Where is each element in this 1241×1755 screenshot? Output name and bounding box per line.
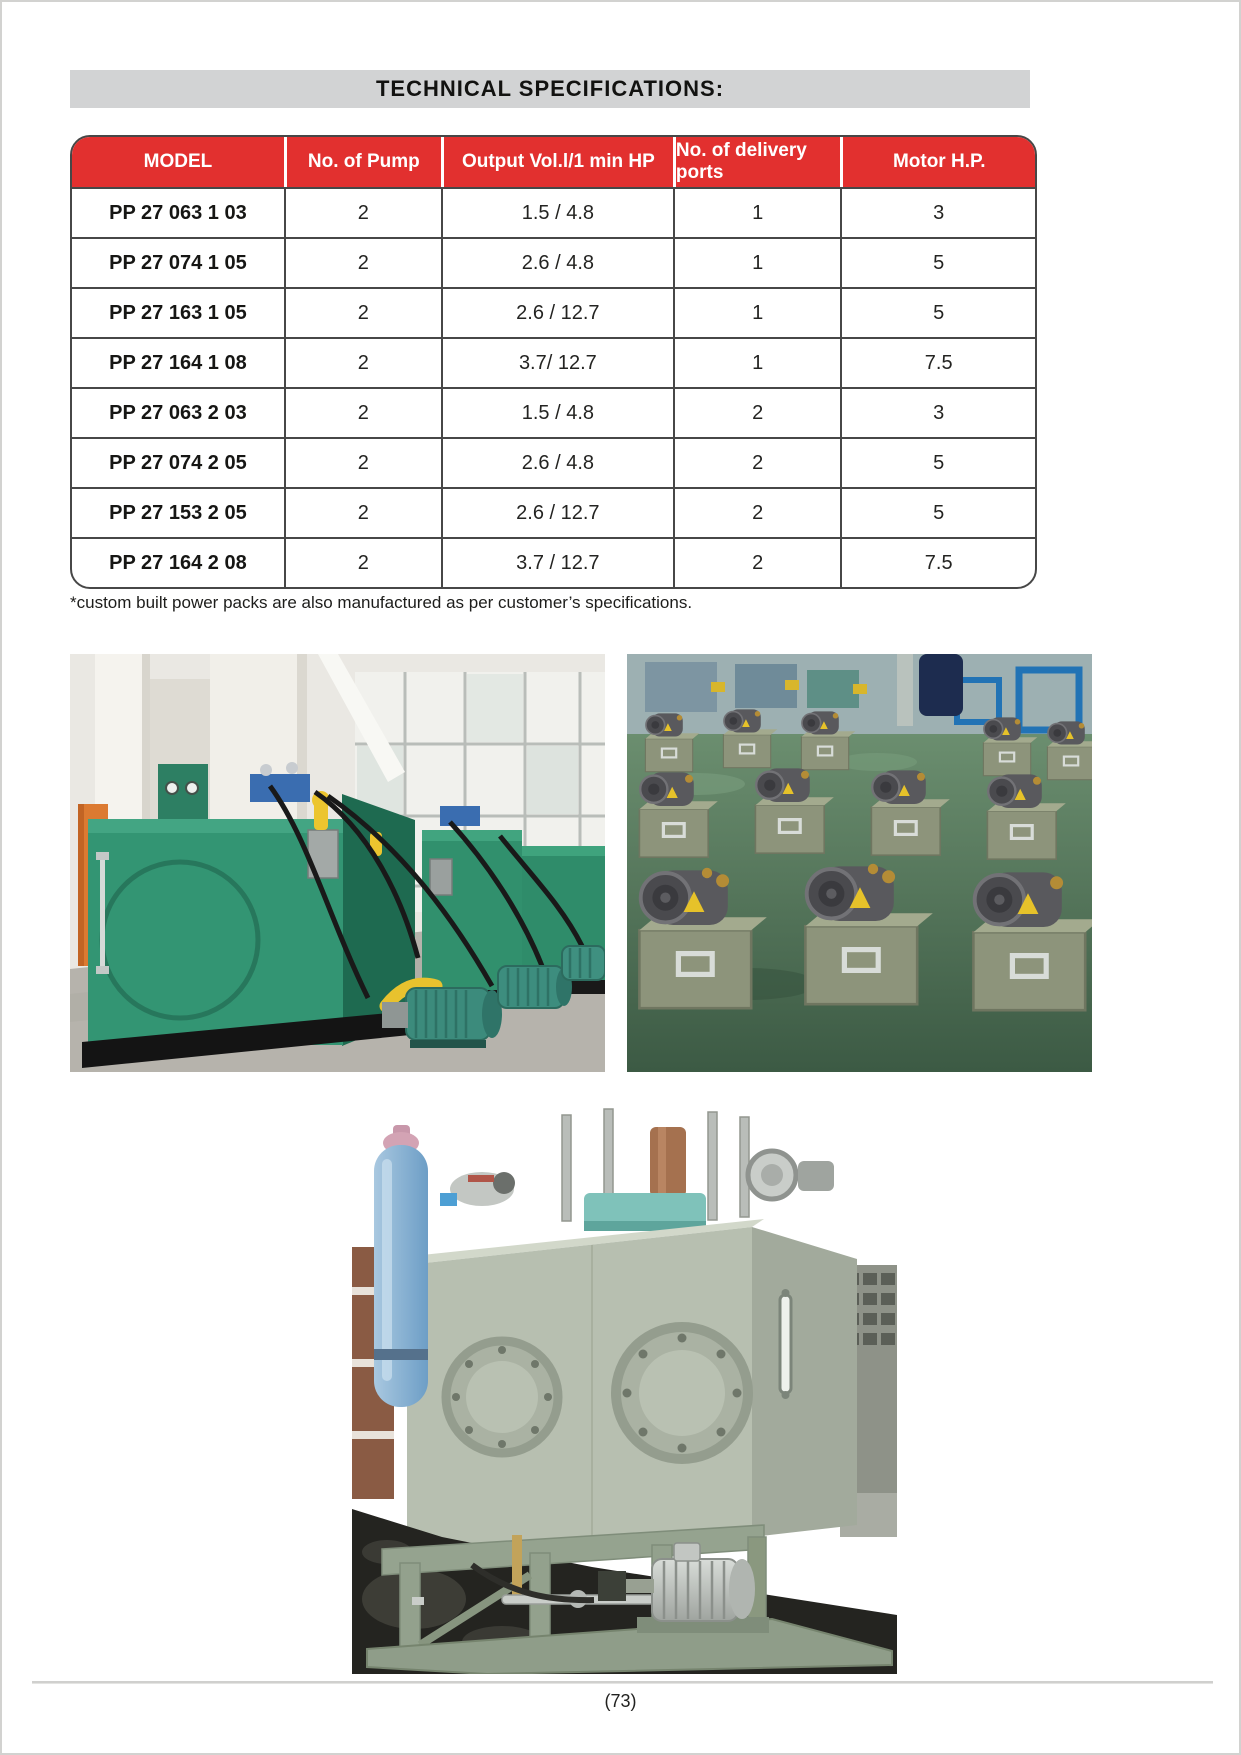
manhole-flange (446, 1341, 558, 1453)
footnote: *custom built power packs are also manufactured as per customer’s specifications. (70, 593, 693, 612)
value-cell: 2 (284, 389, 441, 437)
value-cell: 3.7/ 12.7 (441, 339, 673, 387)
col-header-pumps: No. of Pump (284, 137, 441, 187)
value-cell: 2 (673, 439, 841, 487)
col-header-output: Output Vol.l/1 min HP (441, 137, 673, 187)
model-cell: PP 27 164 1 08 (109, 351, 247, 374)
value-cell: 2 (284, 289, 441, 337)
value-cell: 2.6 / 12.7 (441, 489, 673, 537)
photo-factory-power-pack-line (70, 654, 605, 1072)
value-cell: 1 (673, 289, 841, 337)
footer-divider (32, 1681, 1213, 1684)
value-cell: 3.7 / 12.7 (441, 539, 673, 587)
title-bar (70, 70, 1030, 108)
factory-background (627, 654, 1092, 734)
value-cell: 1 (673, 239, 841, 287)
table-row (72, 237, 1035, 287)
value-cell: 1.5 / 4.8 (441, 189, 673, 237)
table-row (72, 387, 1035, 437)
table-row (72, 487, 1035, 537)
value-cell: 2 (284, 189, 441, 237)
value-cell: 5 (840, 289, 1035, 337)
value-cell: 1 (673, 189, 841, 237)
value-cell: 2 (284, 239, 441, 287)
value-cell: 3 (840, 389, 1035, 437)
value-cell: 2.6 / 12.7 (441, 289, 673, 337)
table-row (72, 537, 1035, 587)
model-cell: PP 27 063 2 03 (109, 401, 247, 424)
value-cell: 3 (840, 189, 1035, 237)
value-cell: 2.6 / 4.8 (441, 239, 673, 287)
model-cell: PP 27 074 1 05 (109, 251, 247, 274)
value-cell: 2 (284, 439, 441, 487)
table-row (72, 287, 1035, 337)
value-cell: 2 (673, 489, 841, 537)
model-cell: PP 27 074 2 05 (109, 451, 247, 474)
value-cell: 2 (284, 489, 441, 537)
oil-level-gauge (780, 1289, 791, 1399)
power-unit-row-front (639, 864, 1092, 1010)
accumulator-bottle (374, 1125, 428, 1407)
page-title: TECHNICAL SPECIFICATIONS: (375, 76, 725, 101)
model-cell: PP 27 163 1 05 (109, 301, 247, 324)
worker-figure (919, 654, 963, 716)
col-header-model: MODEL (143, 151, 213, 172)
value-cell: 7.5 (840, 339, 1035, 387)
col-header-ports: No. of delivery ports (673, 137, 841, 187)
col-header-motor: Motor H.P. (840, 137, 1035, 187)
photo-custom-power-unit (352, 1097, 897, 1674)
value-cell: 1 (673, 339, 841, 387)
value-cell: 5 (840, 489, 1035, 537)
value-cell: 5 (840, 239, 1035, 287)
value-cell: 2 (673, 539, 841, 587)
model-cell: PP 27 063 1 03 (109, 201, 247, 224)
value-cell: 2.6 / 4.8 (441, 439, 673, 487)
value-cell: 7.5 (840, 539, 1035, 587)
reservoir-tank (407, 1219, 857, 1557)
value-cell: 2 (284, 539, 441, 587)
table-row (72, 437, 1035, 487)
page-number: (73) (604, 1691, 637, 1711)
table-header-row (72, 137, 1035, 187)
value-cell: 2 (284, 339, 441, 387)
value-cell: 1.5 / 4.8 (441, 389, 673, 437)
table-row (72, 187, 1035, 237)
manhole-flange (616, 1327, 748, 1459)
table-row (72, 337, 1035, 387)
value-cell: 5 (840, 439, 1035, 487)
electric-motor (562, 946, 605, 980)
photo-power-pack-batch (627, 654, 1092, 1072)
value-cell: 2 (673, 389, 841, 437)
copper-cylinder (650, 1127, 686, 1197)
model-cell: PP 27 153 2 05 (109, 501, 247, 524)
electric-motor (498, 966, 572, 1008)
model-cell: PP 27 164 2 08 (109, 551, 247, 574)
spec-table (70, 135, 1037, 589)
